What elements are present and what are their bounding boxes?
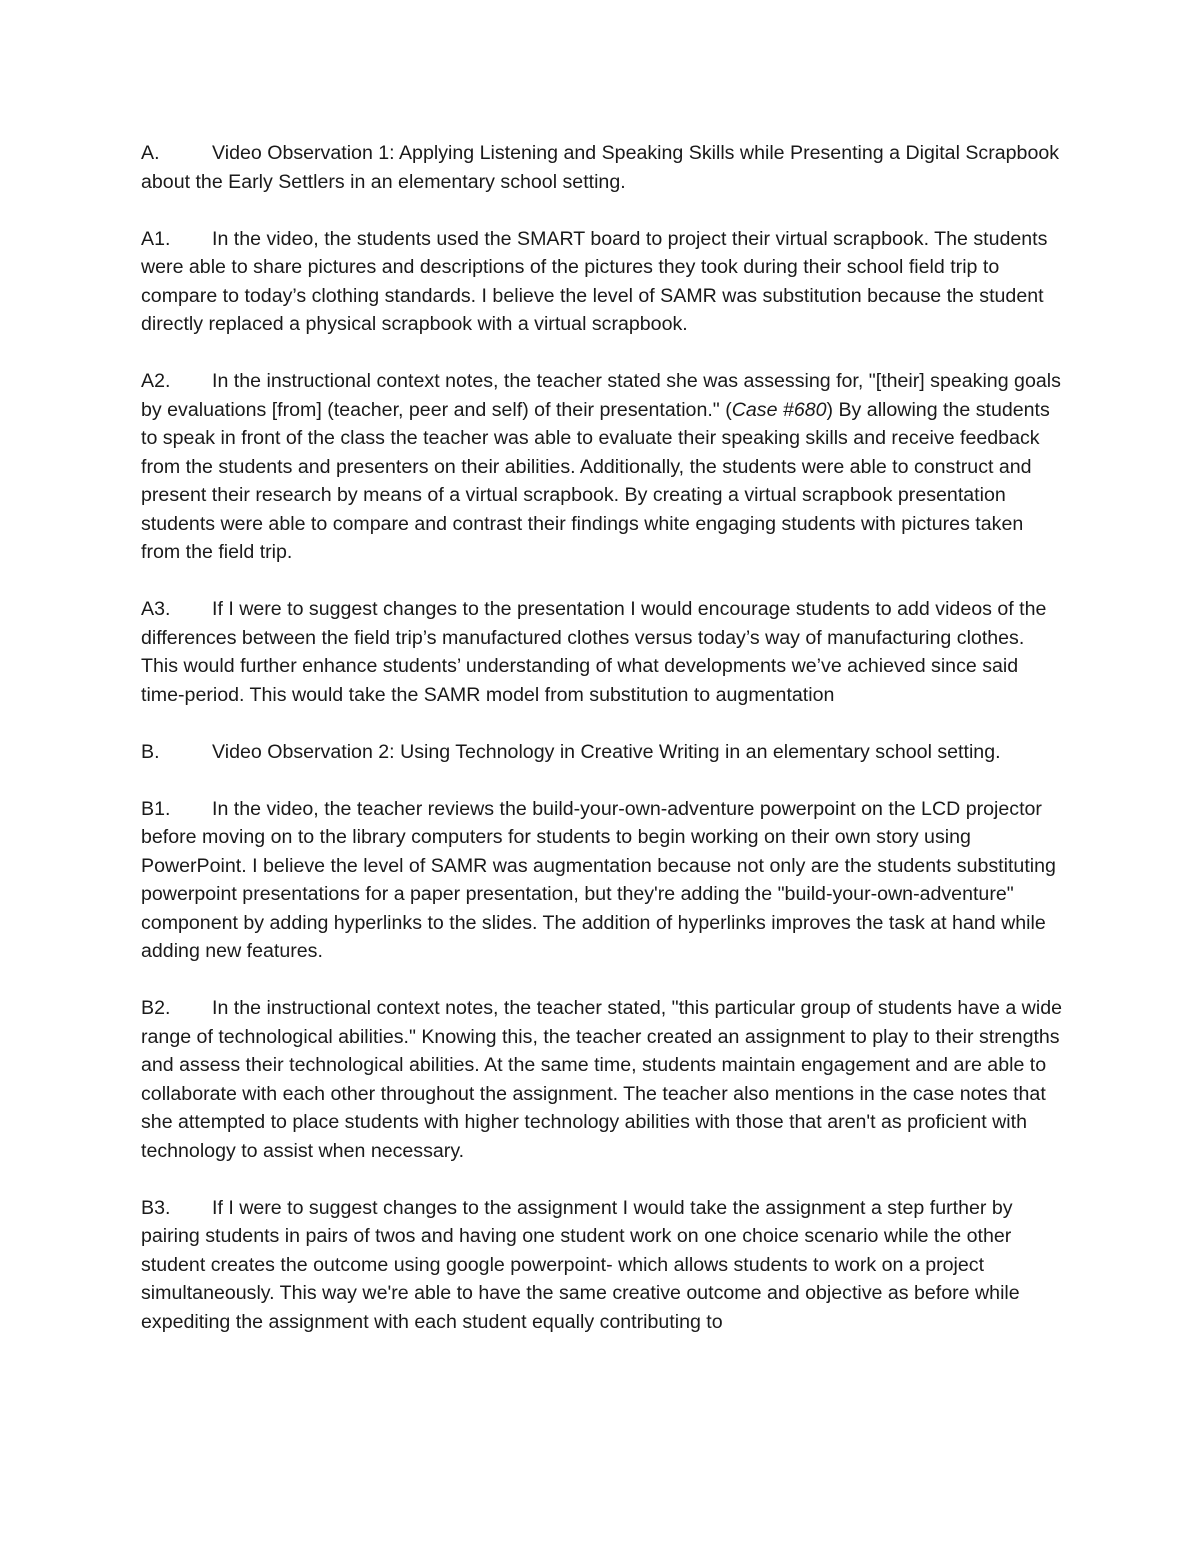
section-label: A2. [141,370,171,392]
section-label: A3. [141,598,171,620]
section-text: In the instructional context notes, the teacher stated, "this particular group of students have a wide range of technological abilities." Knowing this, the teacher created an assignment to play to their strengths and assess their technological abilities. At the same time, students maintain engagement and are able to collaborate with each other throughout the assignment. The teacher also mentions in the case notes that she attempted to place students with higher technology abilities with those that aren't as proficient with technology to assist when necessary. [141,997,1062,1162]
section-b3 [141,1194,1066,1337]
section-a [141,139,1066,196]
section-text-continued: ) By allowing the students to speak in front of the class the teacher was able to evaluate their speaking skills and receive feedback from the students and presenters on their abilities. Additionally, the students were able to construct and present their research by means of a virtual scrapbook. By creating a virtual scrapbook presentation students were able to compare and contrast their findings white engaging students with pictures taken from the field trip. [141,398,1050,563]
section-text: In the video, the teacher reviews the build-your-own-adventure powerpoint on the LCD projector before moving on to the library computers for students to begin working on their own story using PowerPoint. I believe the level of SAMR was augmentation because not only are the students substituting powerpoint presentations for a paper presentation, but they're adding the "build-your-own-adventure" component by adding hyperlinks to the slides. The addition of hyperlinks improves the task at hand while adding new features. [141,797,1056,962]
section-label: B2. [141,997,171,1019]
section-label: B. [141,740,160,763]
section-a2 [141,367,1066,567]
section-a3 [141,595,1066,709]
section-text: Video Observation 1: Applying Listening and Speaking Skills while Presenting a Digital Scrapbook about the Early Settlers in an elementary school setting. [141,142,1060,193]
section-text: In the video, the students used the SMART board to project their virtual scrapbook. The students were able to share pictures and descriptions of the pictures they took during their school field trip to compare to today’s clothing standards. I believe the level of SAMR was substitution because the student directly replaced a physical scrapbook with a virtual scrapbook. [141,227,1048,335]
section-label: B3. [141,1196,171,1219]
section-text: If I were to suggest changes to the assignment I would take the assignment a step further by pairing students in pairs of twos and having one student work on one choice scenario while the other student creates the outcome using google powerpoint- which allows students to work on a project simultaneously. This way we're able to have the same creative outcome and objective as before while expediting the assignment with each student equally contributing to [141,1196,1020,1333]
section-text: Video Observation 2: Using Technology in Creative Writing in an elementary school setting. [212,740,1001,763]
document-page [141,139,1066,1365]
section-b [141,738,1066,767]
section-text: If I were to suggest changes to the presentation I would encourage students to add videos of the differences between the field trip’s manufactured clothes versus today’s way of manufacturing clothes. This would further enhance students’ understanding of what developments we’ve achieved since said time-period. This would take the SAMR model from substitution to augmentation [141,598,1047,706]
section-text: In the instructional context notes, the teacher stated she was assessing for, "[their] speaking goals by evaluations [from] (teacher, peer and self) of their presentation." ( [141,370,1061,421]
section-label: B1. [141,797,171,820]
section-label: A. [141,142,160,164]
section-label: A1. [141,227,171,250]
section-b1 [141,795,1066,966]
section-a1 [141,225,1066,339]
case-citation: Case #680 [731,398,827,421]
section-b2 [141,994,1066,1165]
